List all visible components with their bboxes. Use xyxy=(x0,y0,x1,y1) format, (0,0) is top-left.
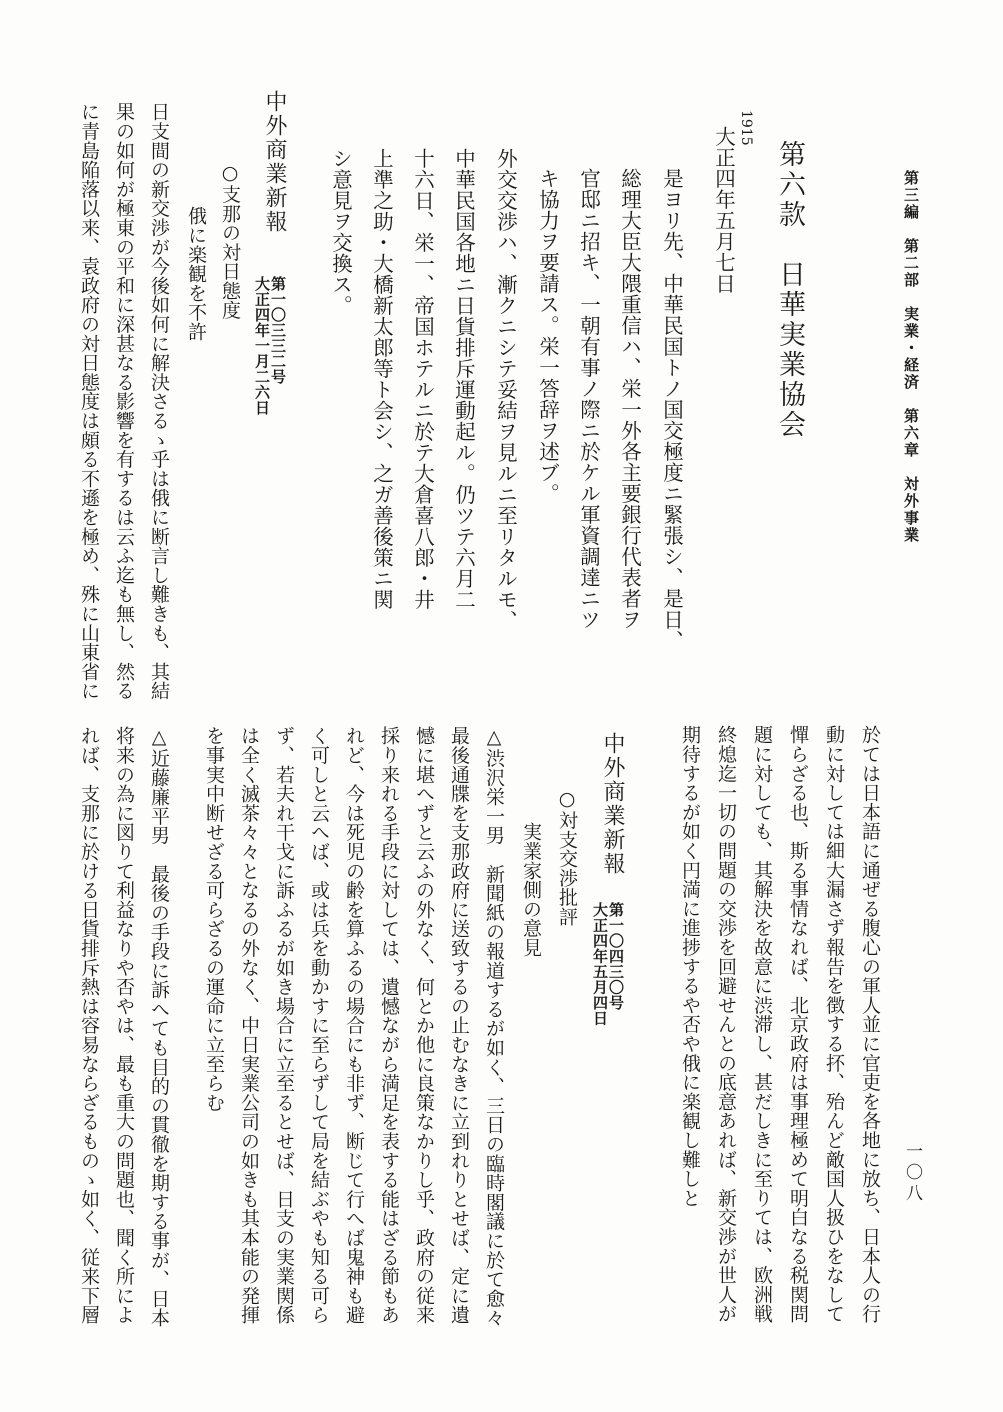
text-line: 憚らざる也、斯る事情なれば、北京政府は事理極めて明白なる税関問 xyxy=(787,725,809,1324)
text-line: 是ヨリ先、中華民国トノ国交極度ニ緊張シ、是日、 xyxy=(659,168,684,651)
text-line: に青島陥落以来、袁政府の対日態度は頗る不遜を極め、殊に山東省に xyxy=(78,102,100,701)
text-line: 終熄迄一切の問題の交渉を回避せんとの底意あれば、新交渉が世人が xyxy=(715,725,737,1324)
section-title: 第六款 日華実業協会 xyxy=(774,140,805,440)
text-line: キ協力ヲ要請ス。栄一答辞ヲ述ブ。 xyxy=(535,168,560,504)
issue-number: 第一〇四三〇号 xyxy=(607,902,625,1011)
text-line: 最後通牒を支那政府に送致するの止むなきに立到れりとせば、定に遺 xyxy=(448,726,470,1325)
text-line: く可しと云へば、或は兵を動かすに至らずして局を結ぶやも知る可ら xyxy=(308,726,330,1325)
text-line: 題に対しても、其解決を故意に渋滞し、甚だしきに至りては、欧洲戦 xyxy=(751,725,773,1324)
text-line: 総理大臣大隈重信ハ、栄一外各主要銀行代表者ヲ xyxy=(617,168,642,630)
text-line: シ意見ヲ交換ス。 xyxy=(328,148,353,316)
text-line: 於ては日本語に通ぜる腹心の軍人並に官吏を各地に放ち、日本人の行 xyxy=(859,725,881,1324)
text-line: を事実中断せざる可らざるの運命に立至らむ xyxy=(203,726,225,1112)
text-line: ず、若夫れ干戈に訴ふるが如き場合に立至るとせば、日支の実業関係 xyxy=(273,726,295,1325)
text-line: 官邸ニ招キ、一朝有事ノ際ニ於ケル軍資調達ニツ xyxy=(576,168,601,630)
text-line: 憾に堪へずと云ふの外なく、何とか他に良策なかりし乎、政府の従来 xyxy=(413,726,435,1325)
article-subheading: 実業家側の意見 xyxy=(520,822,542,958)
issue-date: 大正四年五月四日 xyxy=(591,902,609,1026)
year-note: 1915 xyxy=(738,110,754,146)
text-line: は全く滅茶々々となるの外なく、中日実業公司の如きも其本能の発揮 xyxy=(238,726,260,1325)
text-line: 採り来れる手段に対しては、遺憾ながら満足を表する能はざる節もあ xyxy=(378,726,400,1325)
issue-date: 大正四年一月二六日 xyxy=(253,276,271,416)
text-line: 果の如何が極東の平和に深甚なる影響を有するは云ふ迄も無し、然る xyxy=(113,102,135,701)
text-line: 将来の為に図りて利益なりや否やは、最も重大の問題也、聞く所によ xyxy=(113,726,135,1325)
text-line: 動に対しては細大漏さず報告を徴する抔、殆んど敵国人扱ひをなして xyxy=(823,725,845,1324)
article-heading: ○支那の対日態度 xyxy=(219,162,241,320)
issue-number: 第一〇三三二号 xyxy=(269,276,287,385)
text-line: 上準之助・大橋新太郎等ト会シ、之ガ善後策ニ関 xyxy=(369,148,394,610)
newspaper-name: 中外商業新報 xyxy=(262,90,287,234)
newspaper-name: 中外商業新報 xyxy=(600,732,625,876)
text-line: 期待するが如く円満に進捗するや否や俄に楽観し難しと xyxy=(679,725,701,1208)
running-head: 第三編 第二部 実業・経済 第六章 対外事業 xyxy=(902,170,920,544)
article-subheading: 俄に楽観を不許 xyxy=(185,206,207,342)
section-date: 大正四年五月七日 xyxy=(711,126,736,294)
text-line: 日支間の新交渉が今後如何に解決さるゝ乎は俄に断言し難きも、其結 xyxy=(148,102,170,701)
text-line: れば、支那に於ける日貨排斥熱は容易ならざるものゝ如く、従来下層 xyxy=(78,726,100,1325)
text-line: 十六日、栄一、帝国ホテルニ於テ大倉喜八郎・井 xyxy=(410,148,435,610)
page-number: 一〇八 xyxy=(902,1142,922,1205)
text-line: れど、今は死児の齢を算ふるの場合にも非ず、断じて行へば鬼神も避 xyxy=(343,726,365,1325)
article-heading: ○対支交渉批評 xyxy=(556,788,578,927)
text-line: △近藤廉平男 最後の手段に訴へても目的の貫徹を期する事が、日本 xyxy=(148,726,170,1328)
text-line: 中華民国各地ニ日貨排斥運動起ル。仍ツテ六月二 xyxy=(451,148,476,610)
text-line: 外交交渉ハ、漸クニシテ妥結ヲ見ルニ至リタルモ、 xyxy=(493,148,518,631)
text-line: △渋沢栄一男 新聞紙の報道するが如く、三日の臨時閣議に於て愈々 xyxy=(483,726,505,1328)
